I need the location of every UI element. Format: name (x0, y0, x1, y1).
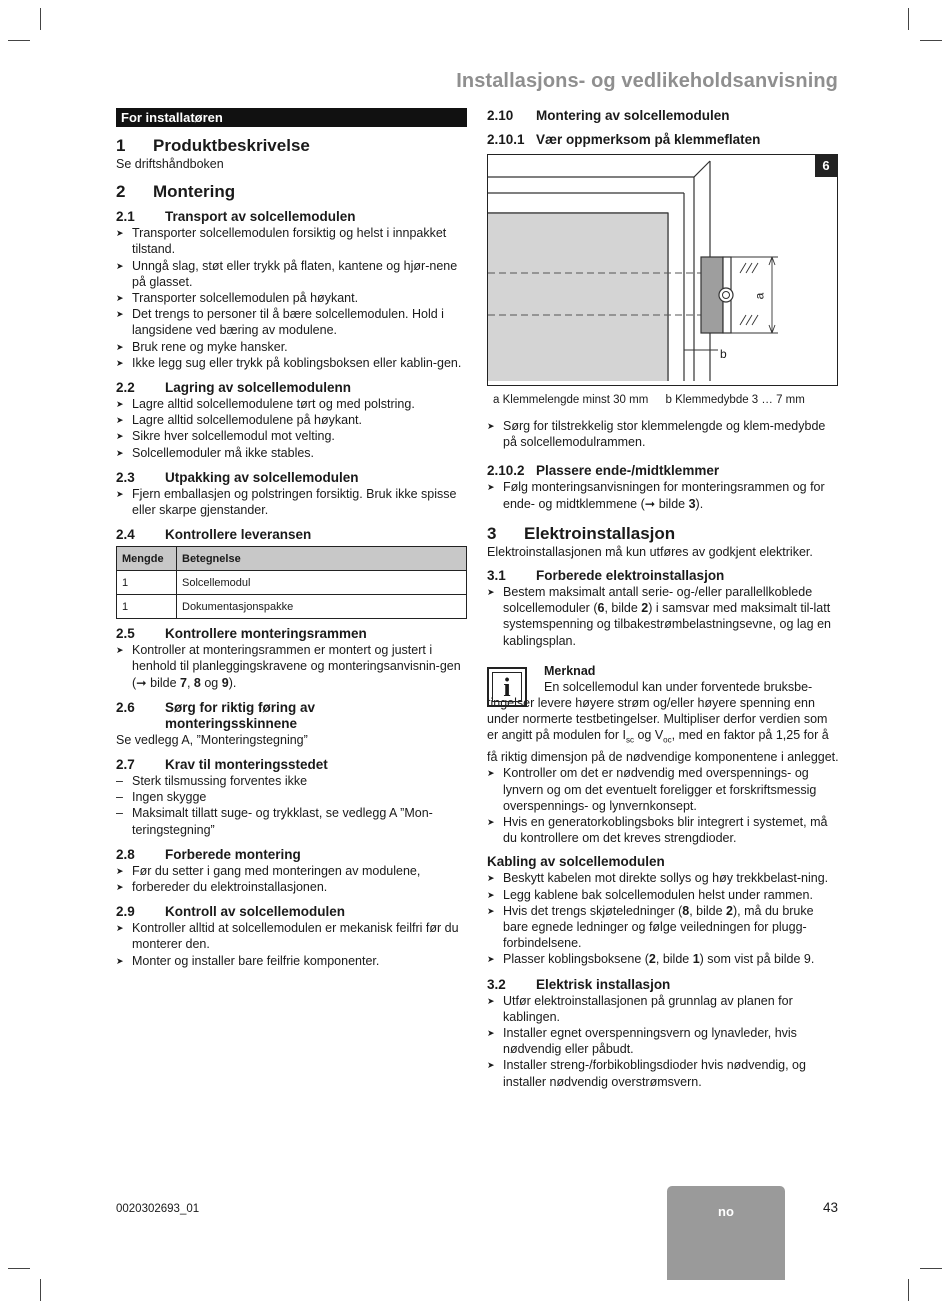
page-number: 43 (823, 1200, 839, 1215)
crop-mark (8, 40, 30, 41)
figure-number-badge: 6 (815, 155, 837, 177)
list-item: ➤ Før du setter i gang med monteringen av modulene, (116, 863, 467, 879)
list-item: ➤ Installer egnet overspenningsvern og lynavleder, hvis nødvendig eller påbudt. (487, 1025, 839, 1057)
note-text: En solcellemodul kan under forventede bruksbe-tingelser levere høyere strøm og/eller høyere spenning enn under normerte testbetingelser. Multipliser derfor verdien som er angitt på modulen for $I_{sc}$ og $V_{oc}$, med en faktor på 1,25 for å få riktig dimensjon på de nødvendige komponentene i anlegget. (487, 679, 839, 765)
section-2-7-list (116, 773, 467, 838)
note-box (487, 663, 839, 847)
left-column (116, 108, 467, 969)
list-item: ➤ Fjern emballasjen og polstringen forsiktig. Bruk ikke spisse eller skarpe gjenstander. (116, 486, 467, 518)
info-icon: i (487, 667, 527, 707)
list-item: ➤ Transporter solcellemodulen forsiktig og helst i innpakket tilstand. (116, 225, 467, 257)
section-2-8-list (116, 863, 467, 895)
section-3-heading: 3 Elektroinstallasjon (487, 523, 676, 543)
list-item: ➤ Hvis en generatorkoblingsboks blir integrert i systemet, må du kontrollere om det kreves strengdioder. (487, 814, 839, 846)
dimension-label-a: a (752, 292, 767, 300)
cabling-list (487, 870, 839, 967)
table-cell: Dokumentasjonspakke (177, 595, 467, 619)
section-2-5-heading: 2.5 Kontrollere monteringsrammen (116, 626, 367, 642)
clamp-diagram (488, 155, 836, 384)
list-item: ➤ Kontroller om det er nødvendig med overspennings- og lynvern og om det eventuelt foreligger et forskriftsmessig overspennings- og lynvernkonsept. (487, 765, 839, 814)
section-3-text: Elektroinstallasjonen må kun utføres av godkjent elektriker. (487, 544, 813, 559)
section-2-7-heading: 2.7 Krav til monteringsstedet (116, 757, 328, 773)
section-2-3-list (116, 486, 467, 518)
table-header-cell: Betegnelse (177, 547, 467, 571)
section-2-2-list (116, 396, 467, 461)
crop-mark (40, 8, 41, 30)
section-3-2-heading: 3.2 Elektrisk installasjon (487, 976, 671, 992)
list-item: ➤ Plasser koblingsboksene (2, bilde 1) som vist på bilde 9. (487, 951, 839, 967)
right-column (487, 108, 839, 1090)
list-item: ➤ Monter og installer bare feilfrie komponenter. (116, 953, 467, 969)
audience-bar: For installatøren (116, 108, 467, 127)
section-2-2-heading: 2.2 Lagring av solcellemodulenn (116, 380, 352, 396)
list-item: ➤ Transporter solcellemodulen på høykant. (116, 290, 467, 306)
table-cell: Solcellemodul (177, 571, 467, 595)
table-row (117, 571, 467, 595)
section-2-10-heading: 2.10 Montering av solcellemodulen (487, 108, 730, 123)
section-2-heading: 2 Montering (116, 182, 236, 202)
language-label: no (718, 1204, 734, 1219)
caption-b: b Klemmedybde 3 … 7 mm (665, 394, 805, 406)
list-item: – Sterk tilsmussing forventes ikke (116, 773, 467, 789)
list-item: – Maksimalt tillatt suge- og trykklast, se vedlegg A ”Mon-teringstegning” (116, 805, 467, 837)
list-item: ➤ Bruk rene og myke hansker. (116, 339, 467, 355)
section-2-10-1-list (487, 418, 839, 450)
list-item: ➤ Sørg for tilstrekkelig stor klemmelengde og klem-medybde på solcellemodulrammen. (487, 418, 839, 450)
note-title: Merknad (544, 663, 596, 678)
arrow-icon: ➞ (136, 675, 147, 690)
table-cell: 1 (117, 595, 177, 619)
arrow-icon: ➞ (644, 496, 656, 511)
list-item: ➤ Utfør elektroinstallasjonen på grunnlag av planen for kablingen. (487, 993, 839, 1025)
list-item: ➤ Lagre alltid solcellemodulene tørt og med polstring. (116, 396, 467, 412)
section-2-6-text: Se vedlegg A, ”Monteringstegning” (116, 732, 308, 747)
language-tab (667, 1186, 785, 1280)
crop-mark (920, 40, 942, 41)
crop-mark (920, 1268, 942, 1269)
delivery-table (116, 546, 467, 619)
crop-mark (908, 8, 909, 30)
list-item: ➤ Hvis det trengs skjøteledninger (8, bilde 2), må du bruke bare egnede ledninger og følge veiledningen for plugg-forbindelsene. (487, 903, 839, 952)
section-2-3-heading: 2.3 Utpakking av solcellemodulen (116, 469, 359, 485)
section-3-1-heading: 3.1 Forberede elektroinstallasjon (487, 568, 725, 584)
section-2-9-heading: 2.9 Kontroll av solcellemodulen (116, 904, 346, 920)
crop-mark (908, 1279, 909, 1301)
crop-mark (40, 1279, 41, 1301)
figure-caption (487, 394, 839, 406)
document-code: 0020302693_01 (116, 1203, 200, 1215)
list-item: ➤ Unngå slag, støt eller trykk på flaten, kantene og hjør-nene på glasset. (116, 258, 467, 290)
list-item: ➤ Sikre hver solcellemodul mot velting. (116, 428, 467, 444)
section-2-4-heading: 2.4 Kontrollere leveransen (116, 527, 312, 543)
list-item: – Ingen skygge (116, 789, 467, 805)
section-2-8-heading: 2.8 Forberede montering (116, 846, 301, 862)
crop-mark (8, 1268, 30, 1269)
list-item: ➤ Legg kablene bak solcellemodulen helst under rammen. (487, 887, 839, 903)
section-2-10-1-heading: 2.10.1 Vær oppmerksom på klemmeflaten (487, 132, 761, 147)
table-header-cell: Mengde (117, 547, 177, 571)
clamp-figure (487, 154, 838, 386)
list-item: ➤ forbereder du elektroinstallasjonen. (116, 879, 467, 895)
list-item: ➤ Beskytt kabelen mot direkte sollys og høy trekkbelast-ning. (487, 870, 839, 886)
list-item: ➤ Installer streng-/forbikoblingsdioder hvis nødvendig, og installer nødvendig overstrømsvern. (487, 1057, 839, 1089)
section-2-5-list (116, 642, 467, 691)
list-item: ➤ Kontroller alltid at solcellemodulen er mekanisk feilfri før du monterer den. (116, 920, 467, 952)
section-2-10-2-list (487, 479, 839, 511)
list-item: ➤ Kontroller at monteringsrammen er montert og justert i henhold til planleggingskravene og monteringsanvisnin-gen (➞ bilde 7, 8 og 9). (116, 642, 467, 691)
section-2-10-2-heading: 2.10.2 Plassere ende-/midtklemmer (487, 463, 720, 479)
section-3-2-list (487, 993, 839, 1090)
section-2-1-heading: 2.1 Transport av solcellemodulen (116, 209, 356, 225)
section-2-6-heading: 2.6 Sørg for riktig føring av monteringsskinnene (116, 699, 316, 731)
list-item: ➤ Følg monteringsanvisningen for monteringsrammen og for ende- og midtklemmene (➞ bilde 3). (487, 479, 839, 511)
note-list (487, 765, 839, 846)
section-2-9-list (116, 920, 467, 969)
section-1-heading: 1 Produktbeskrivelse (116, 136, 310, 155)
table-cell: 1 (117, 571, 177, 595)
section-2-1-list (116, 225, 467, 371)
section-3-1-list (487, 584, 839, 649)
list-item: ➤ Bestem maksimalt antall serie- og-/eller parallellkoblede solcellemoduler (6, bilde 2) i samsvar med maksimalt til-latt systemspenning og tilbakestrømbelastningsevne, og lag en kablingsplan. (487, 584, 839, 649)
list-item: ➤ Lagre alltid solcellemodulene på høykant. (116, 412, 467, 428)
table-row (117, 595, 467, 619)
page-header-title: Installasjons- og vedlikeholdsanvisning (456, 70, 838, 92)
list-item: ➤ Solcellemoduler må ikke stables. (116, 445, 467, 461)
dimension-label-b: b (720, 347, 727, 361)
section-1-text: Se driftshåndboken (116, 157, 224, 171)
table-header-row (117, 547, 467, 571)
list-item: ➤ Det trengs to personer til å bære solcellemodulen. Hold i langsidene ved bæring av modulene. (116, 306, 467, 338)
cabling-heading: Kabling av solcellemodulen (487, 854, 665, 870)
list-item: ➤ Ikke legg sug eller trykk på koblingsboksen eller kablin-gen. (116, 355, 467, 371)
caption-a: a Klemmelengde minst 30 mm (493, 394, 649, 406)
